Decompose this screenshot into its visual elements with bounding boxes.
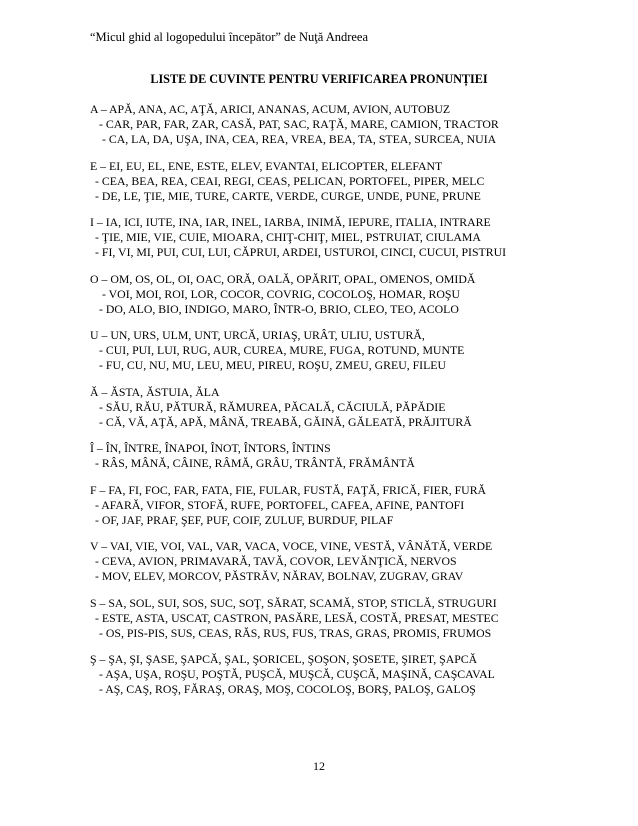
section-v — [90, 539, 550, 584]
section-heading-line: Ş – ŞA, ŞI, ŞASE, ŞAPCĂ, ŞAL, ŞORICEL, ŞOŞON, ŞOSETE, ŞIRET, ŞAPCĂ — [90, 652, 478, 666]
word-list-line: - SĂU, RĂU, PĂTURĂ, RĂMUREA, PĂCALĂ, CĂCIULĂ, PĂPĂDIE — [99, 399, 446, 414]
word-list-line: - ŢIE, MIE, VIE, CUIE, MIOARA, CHIŢ-CHIŢ, MIEL, PSTRUIAT, CIULAMA — [95, 230, 481, 244]
section-heading-line: S – SA, SOL, SUI, SOS, SUC, SOŢ, SĂRAT, SCAMĂ, STOP, STICLĂ, STRUGURI — [90, 595, 497, 610]
word-list-line: - DO, ALO, BIO, INDIGO, MARO, ÎNTR-O, BRIO, CLEO, TEO, ACOLO — [99, 301, 459, 316]
section-heading-line: E – EI, EU, EL, ENE, ESTE, ELEV, EVANTAI, ELICOPTER, ELEFANT — [90, 158, 443, 173]
section-a-breve — [90, 385, 550, 430]
page-title: LISTE DE CUVINTE PENTRU VERIFICAREA PRONUNȚIEI — [150, 72, 488, 86]
word-list-line: - FU, CU, NU, MU, LEU, MEU, PIREU, ROŞU, ZMEU, GREU, FILEU — [99, 358, 447, 372]
word-list-line: - CUI, PUI, LUI, RUG, AUR, CUREA, MURE, FUGA, ROTUND, MUNTE — [99, 343, 465, 357]
word-list-line: - FI, VI, MI, PUI, CUI, LUI, CĂPRUI, ARDEI, USTUROI, CINCI, CUCUI, PISTRUI — [95, 245, 507, 259]
word-list-line: - CA, LA, DA, UŞA, INA, CEA, REA, VREA, BEA, TA, STEA, SURCEA, NUIA — [102, 132, 497, 146]
section-heading-line: I – IA, ICI, IUTE, INA, IAR, INEL, IARBA, INIMĂ, IEPURE, ITALIA, INTRARE — [90, 215, 491, 229]
word-list-line: - DE, LE, ŢIE, MIE, TURE, CARTE, VERDE, CURGE, UNDE, PUNE, PRUNE — [95, 188, 481, 203]
section-heading-line: Î – ÎN, ÎNTRE, ÎNAPOI, ÎNOT, ÎNTORS, ÎNTINS — [90, 441, 331, 455]
section-i-circumflex — [90, 441, 550, 471]
section-s-cedilla — [90, 652, 550, 697]
word-list-line: - AFARĂ, VIFOR, STOFĂ, RUFE, PORTOFEL, CAFEA, AFINE, PANTOFI — [95, 497, 465, 512]
running-header: “Micul ghid al logopedului începător” de Nuţă Andreea — [90, 30, 369, 44]
word-list-line: - OF, JAF, PRAF, ŞEF, PUF, COIF, ZULUF, BURDUF, PILAF — [95, 512, 394, 527]
page-number: 12 — [313, 759, 325, 773]
word-list-line: - CEVA, AVION, PRIMAVARĂ, TAVĂ, COVOR, LEVĂNŢICĂ, NERVOS — [95, 554, 457, 568]
section-s — [90, 596, 550, 641]
word-list-line: - CAR, PAR, FAR, ZAR, CASĂ, PAT, SAC, RAŢĂ, MARE, CAMION, TRACTOR — [99, 117, 499, 131]
word-lists — [90, 102, 550, 709]
section-i — [90, 215, 550, 260]
word-list-line: - CĂ, VĂ, AŢĂ, APĂ, MÂNĂ, TREABĂ, GĂINĂ, GĂLEATĂ, PRĂJITURĂ — [99, 414, 472, 429]
section-a — [90, 102, 550, 147]
section-heading-line: U – UN, URS, ULM, UNT, URCĂ, URIAŞ, URÂT, ULIU, USTURĂ, — [90, 328, 425, 342]
word-list-line: - CEA, BEA, REA, CEAI, REGI, CEAS, PELICAN, PORTOFEL, PIPER, MELC — [95, 173, 485, 188]
word-list-line: - AŞ, CAŞ, ROŞ, FĂRAŞ, ORAŞ, MOŞ, COCOLOŞ, BORŞ, PALOŞ, GALOŞ — [99, 682, 476, 696]
word-list-line: - ESTE, ASTA, USCAT, CASTRON, PASĂRE, LESĂ, COSTĂ, PRESAT, MESTEC — [95, 610, 499, 625]
section-heading-line: F – FA, FI, FOC, FAR, FATA, FIE, FULAR, FUSTĂ, FAŢĂ, FRICĂ, FIER, FURĂ — [90, 482, 487, 497]
section-o — [90, 272, 550, 317]
word-list-line: - AŞA, UŞA, ROŞU, POŞTĂ, PUŞCĂ, MUŞCĂ, CUŞCĂ, MAŞINĂ, CAŞCAVAL — [99, 667, 495, 681]
word-list-line: - MOV, ELEV, MORCOV, PĂSTRĂV, NĂRAV, BOLNAV, ZUGRAV, GRAV — [95, 569, 464, 583]
section-heading-line: A – APĂ, ANA, AC, AŢĂ, ARICI, ANANAS, ACUM, AVION, AUTOBUZ — [90, 102, 451, 116]
word-list-line: - VOI, MOI, ROI, LOR, COCOR, COVRIG, COCOLOŞ, HOMAR, ROŞU — [102, 286, 460, 301]
section-heading-line: V – VAI, VIE, VOI, VAL, VAR, VACA, VOCE, VINE, VESTĂ, VÂNĂTĂ, VERDE — [90, 539, 493, 553]
word-list-line: - RÂS, MÂNĂ, CÂINE, RÂMĂ, GRÂU, TRÂNTĂ, FRĂMÂNTĂ — [95, 456, 415, 470]
section-u — [90, 328, 550, 373]
section-f — [90, 483, 550, 528]
section-e — [90, 159, 550, 204]
section-heading-line: Ă – ĂSTA, ĂSTUIA, ĂLA — [90, 384, 220, 399]
word-list-line: - OS, PIS-PIS, SUS, CEAS, RĂS, RUS, FUS, TRAS, GRAS, PROMIS, FRUMOS — [99, 625, 492, 640]
section-heading-line: O – OM, OS, OL, OI, OAC, ORĂ, OALĂ, OPĂRIT, OPAL, OMENOS, OMIDĂ — [90, 271, 476, 286]
